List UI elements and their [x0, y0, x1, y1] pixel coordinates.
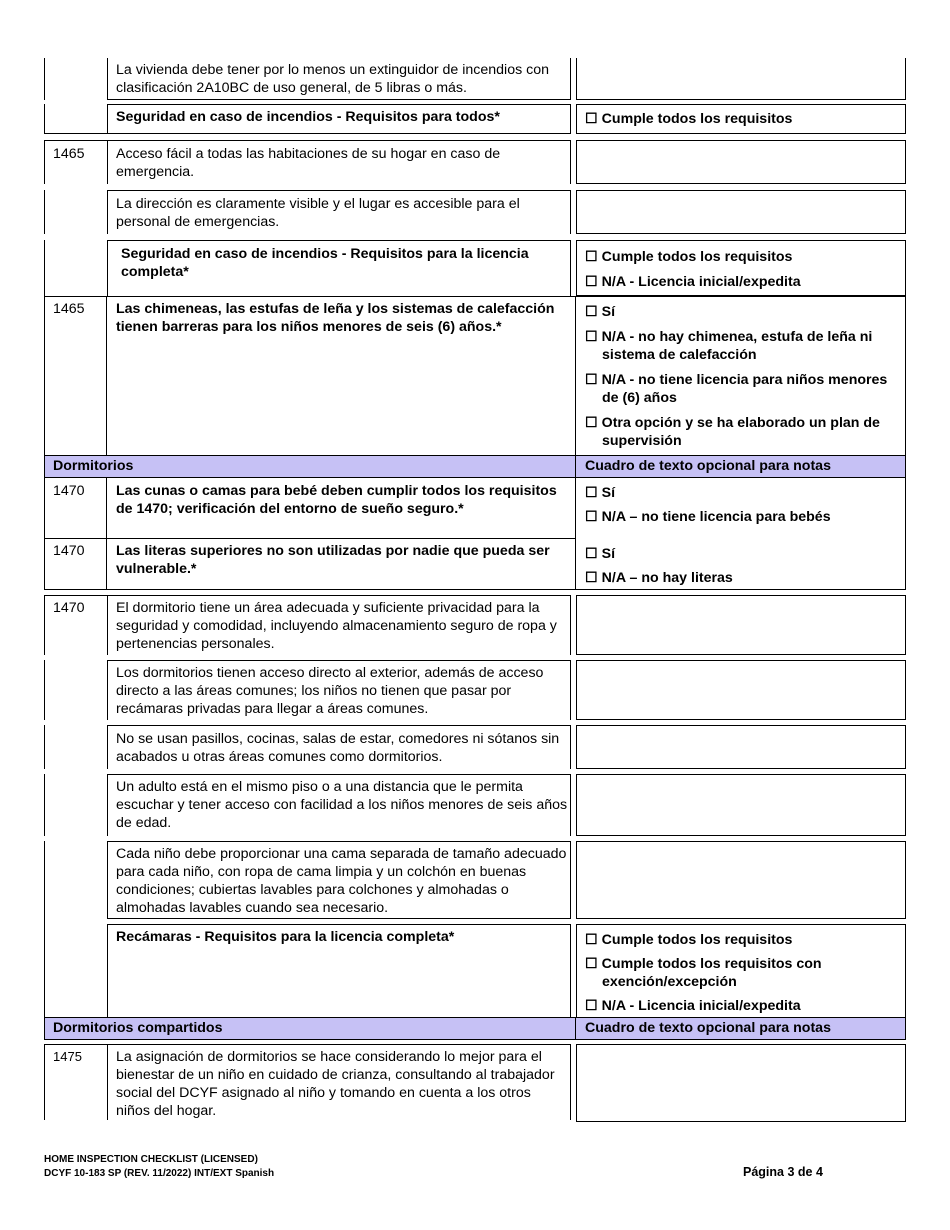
section-requirement: Seguridad en caso de incendios - Requisitos para todos*	[116, 109, 500, 125]
page-number: Página 3 de 4	[743, 1165, 823, 1179]
section-title: Dormitorios compartidos	[53, 1020, 223, 1036]
cell-border	[44, 190, 45, 234]
section-code: 1465	[53, 146, 85, 162]
checkbox-option[interactable]: ☐ N/A – no hay literas	[585, 570, 733, 586]
checkbox-option[interactable]: ☐ N/A - Licencia inicial/expedita	[585, 998, 801, 1014]
section-requirement: Las chimeneas, las estufas de leña y los sistemas de calefacción tienen barreras para los niños menores de seis (6) años.*	[116, 301, 555, 335]
section-title: Dormitorios	[53, 458, 134, 474]
cell-border	[44, 104, 107, 134]
requirement-text: El dormitorio tiene un área adecuada y suficiente privacidad para la seguridad y comodidad, incluyendo almacenamiento seguro de ropa y pertenencias personales.	[116, 600, 557, 652]
checkbox-option[interactable]: ☐ Sí	[585, 546, 616, 562]
form-title: HOME INSPECTION CHECKLIST (LICENSED)	[44, 1154, 258, 1165]
cell-border	[44, 725, 45, 769]
checkbox-option[interactable]: ☐ Sí	[585, 485, 616, 501]
checkbox-option[interactable]: ☐ N/A - no tiene licencia para niños menores de (6) años	[585, 372, 888, 406]
checkbox-option[interactable]: ☐ N/A - Licencia inicial/expedita	[585, 274, 801, 290]
notes-box[interactable]	[576, 190, 906, 234]
checkbox-option[interactable]: ☐ N/A - no hay chimenea, estufa de leña ni sistema de calefacción	[585, 329, 873, 363]
cell-border	[44, 919, 107, 1017]
requirement-text: Los dormitorios tienen acceso directo al exterior, además de acceso directo a las áreas comunes; los niños no tienen que pasar por recámaras privadas para llegar a áreas comunes.	[116, 665, 544, 717]
section-code: 1475	[53, 1049, 82, 1064]
form-id: DCYF 10-183 SP (REV. 11/2022) INT/EXT Spanish	[44, 1168, 275, 1179]
requirement-text: No se usan pasillos, cocinas, salas de estar, comedores ni sótanos sin acabados u otras áreas comunes como dormitorios.	[116, 731, 560, 765]
requirement-text: La vivienda debe tener por lo menos un extinguidor de incendios con clasificación 2A10BC de uso general, de 5 libras o más.	[116, 62, 550, 96]
checkbox-option[interactable]: ☐ Cumple todos los requisitos con exención/excepción	[585, 956, 822, 990]
requirement-text: La dirección es claramente visible y el lugar es accesible para el personal de emergencias.	[116, 196, 520, 230]
cell-border	[44, 841, 45, 919]
cell-border	[44, 58, 45, 100]
section-requirement: Las literas superiores no son utilizadas por nadie que pueda ser vulnerable.*	[116, 543, 550, 577]
requirement-text: Cada niño debe proporcionar una cama separada de tamaño adecuado para cada niño, con ropa de cama limpia y un colchón en buenas condiciones; cubiertas lavables para colchones y almohadas o almohadas lavables cuando sea necesario.	[116, 846, 567, 916]
cell-border	[44, 240, 45, 296]
requirement-text: Acceso fácil a todas las habitaciones de su hogar en caso de emergencia.	[116, 146, 501, 180]
requirement-text: Un adulto está en el mismo piso o a una distancia que le permita escuchar y tener acceso con facilidad a los niños menores de seis años de edad.	[116, 779, 568, 831]
notes-box[interactable]	[576, 58, 906, 100]
section-code: 1470	[53, 600, 85, 616]
notes-box[interactable]	[576, 140, 906, 184]
cell-border	[44, 660, 45, 720]
notes-header	[575, 455, 906, 478]
checkbox-option[interactable]: ☐ Cumple todos los requisitos	[585, 111, 793, 127]
section-code: 1470	[53, 483, 85, 499]
notes-box[interactable]	[576, 595, 906, 655]
checkbox-option[interactable]: ☐ Otra opción y se ha elaborado un plan de supervisión	[585, 415, 880, 449]
notes-header-label: Cuadro de texto opcional para notas	[585, 1020, 831, 1036]
checkbox-option[interactable]: ☐ Cumple todos los requisitos	[585, 932, 793, 948]
checkbox-option[interactable]: ☐ Sí	[585, 304, 616, 320]
requirement-text: La asignación de dormitorios se hace considerando lo mejor para el bienestar de un niño en cuidado de crianza, consultando al trabajador social del DCYF asignado al niño y tomando en cuenta a los otros niños del hogar.	[116, 1049, 555, 1119]
section-code: 1465	[53, 301, 85, 317]
notes-box[interactable]	[576, 774, 906, 836]
cell-border	[44, 296, 107, 455]
notes-header	[575, 1017, 906, 1040]
notes-box[interactable]	[576, 841, 906, 919]
checkbox-option[interactable]: ☐ N/A – no tiene licencia para bebés	[585, 509, 831, 525]
section-code: 1470	[53, 543, 85, 559]
notes-box[interactable]	[576, 725, 906, 769]
notes-box[interactable]	[576, 1044, 906, 1122]
checkbox-option[interactable]: ☐ Cumple todos los requisitos	[585, 249, 793, 265]
section-requirement: Las cunas o camas para bebé deben cumplir todos los requisitos de 1470; verificación del entorno de sueño seguro.*	[116, 483, 557, 517]
notes-box[interactable]	[576, 660, 906, 720]
section-header-compartidos	[44, 1017, 576, 1040]
section-requirement: Recámaras - Requisitos para la licencia completa*	[116, 929, 455, 945]
cell-border	[44, 774, 45, 836]
notes-header-label: Cuadro de texto opcional para notas	[585, 458, 831, 474]
section-requirement: Seguridad en caso de incendios - Requisitos para la licencia completa*	[121, 246, 529, 280]
section-header-dormitorios	[44, 455, 576, 478]
